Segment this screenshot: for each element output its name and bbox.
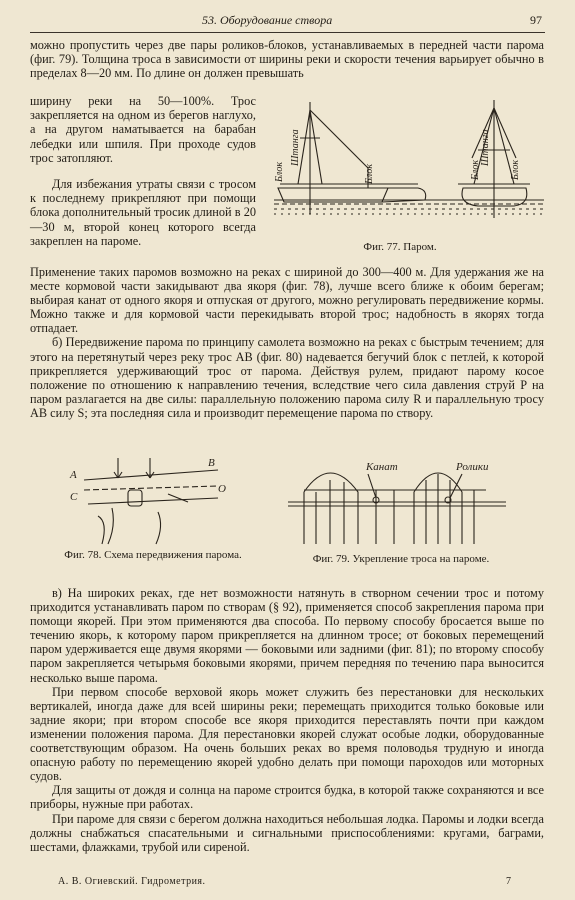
label-blok-2: Блок: [364, 163, 375, 184]
label-roliki: Ролики: [456, 461, 489, 473]
label-blok-1: Блок: [274, 161, 285, 182]
lower-text-block: [30, 586, 544, 854]
header-rule: [30, 32, 545, 33]
paragraph-4: Применение таких паромов возможно на реках с шириной до 300—400 м. Для удержания же на месте кормовой части закидывают два якоря (фиг. 78), лучше всего ближе к обоим берегам; выбирая канат от одного якоря и отпуская от другого, можно регулировать передвижение кормы. Можно также и для кормовой части перекидывать второй трос; надобность в якорях тогда отпадает.: [30, 265, 544, 336]
label-kanat: Канат: [366, 461, 398, 473]
figure-77-ferry: [268, 88, 548, 236]
footer-signature: 7: [506, 876, 511, 887]
running-title: 53. Оборудование створа: [202, 13, 333, 27]
paragraph-3: Для избежания утраты связи с тросом к последнему прикрепляют при помощи блока дополнительный тросик длиной в 20—30 м, второй конец которого всегда закреплен на пароме.: [30, 177, 256, 248]
page-number: 97: [530, 13, 542, 27]
label-blok-3: Блок: [470, 159, 481, 180]
label-blok-4: Блок: [510, 159, 521, 180]
figure-78-scheme: [68, 456, 238, 548]
label-c: С: [70, 491, 78, 503]
footer-author: А. В. Огиевский. Гидрометрия.: [58, 876, 206, 887]
paragraph-7: При первом способе верховой якорь может служить без перестановки для нескольких вертикалей, иногда даже для всей ширины реки; перемещать приходится только боковые или задние якори; при втором способе все якоря приходится переставлять почти при каждом изменении положения парома. Для перестановки якорей служат особые лодки, оборудованные соответствующим образом. На очень больших реках во время половодья трудную и иногда опасную работу по перемещению якорей удобно делать при помощи пароходов или моторных судов.: [30, 684, 544, 784]
figure-77-caption: Фиг. 77. Паром.: [363, 241, 437, 253]
paragraph-2: ширину реки на 50—100%. Трос закрепляется на одном из берегов наглухо, а на другом наматывается на барабан лебедки или шпиля. При проходе судов трос затопляют.: [30, 94, 256, 165]
paragraph-5: б) Передвижение парома по принципу самолета возможно на реках с быстрым течением; для этого на перетянутый через реку трос AB (фиг. 80) надевается бегучий блок с петлей, к которой прикрепляется удерживающий трос от парома. Действуя рулем, придают парому косое положение по отношению к направлению течения, вследствие чего сила давления струй P на паром разлагается на две силы: параллельную положению парома силу R и параллельную тросу AB силу S; эта последняя сила и производит перемещение парома по створу.: [30, 335, 544, 420]
narrow-column: [30, 94, 256, 248]
page-header: [0, 13, 575, 33]
label-b: В: [208, 457, 215, 469]
label-shtanga-left: Штанга: [290, 129, 301, 166]
main-text-block: [30, 265, 544, 420]
paragraph-6: в) На широких реках, где нет возможности натянуть в створном сечении трос и потому приходится устанавливать паром по створам (§ 92), применяется способ закрепления парома при помощи якорей. При этом применяются два способа. По первому способу бросается выше по течению якорь, к которому паром прикрепляется на длинном тросе; от боковых перемещений паром удерживается еще двумя якорями — боковыми или задними (фиг. 81); по второму способу паром закрепляется четырьмя боковыми якорями, причем передняя по течению пара выносится несколько выше парома.: [30, 586, 544, 685]
figure-79-caption: Фиг. 79. Укрепление троса на пароме.: [312, 553, 490, 565]
label-shtanga-right: Штанга: [480, 129, 491, 166]
label-o: О: [218, 483, 226, 495]
figure-79-rope-fixing: [286, 452, 508, 548]
label-a: А: [70, 469, 77, 481]
paragraph-9: При пароме для связи с берегом должна находиться небольшая лодка. Паромы и лодки всегда должны снабжаться спасательными и сигнальными приспособлениями: кругами, баграми, шестами, флажками, трубой или сиреной.: [30, 811, 544, 854]
paragraph-8: Для защиты от дождя и солнца на пароме строится будка, в которой также сохраняются и все приборы, нужные при работах.: [30, 783, 544, 812]
paragraph-1: [30, 38, 544, 80]
figure-78-caption: Фиг. 78. Схема передвижения парома.: [64, 549, 242, 561]
paragraph-text: можно пропустить через две пары роликов-блоков, устанавливаемых в передней части парома (фиг. 79). Толщина троса в зависимости от ширины реки и скорости течения варьирует обычно в пределах 8—20 мм. По длине он должен превышать: [30, 38, 544, 81]
